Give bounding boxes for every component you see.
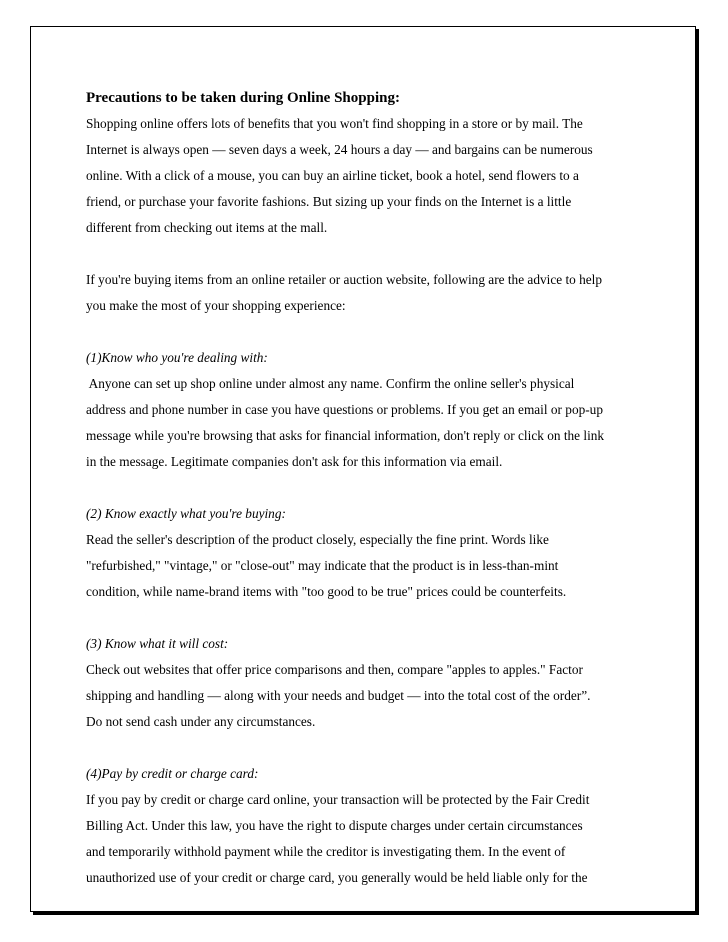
text-line: address and phone number in case you have questions or problems. If you get an email or pop-up [86, 402, 603, 417]
text-line: Check out websites that offer price comparisons and then, compare "apples to apples." Factor [86, 662, 583, 677]
text-line: friend, or purchase your favorite fashions. But sizing up your finds on the Internet is a little [86, 194, 572, 209]
section-1 [86, 345, 662, 475]
text-line: "refurbished," "vintage," or "close-out" may indicate that the product is in less-than-mint [86, 558, 559, 573]
text-line: Read the seller's description of the product closely, especially the fine print. Words like [86, 532, 549, 547]
document-body [86, 87, 662, 891]
section-3 [86, 631, 662, 735]
text-line: Internet is always open — seven days a week, 24 hours a day — and bargains can be numerous [86, 142, 593, 157]
intro-paragraph [86, 111, 662, 241]
section-4 [86, 761, 662, 891]
text-line: shipping and handling — along with your needs and budget — into the total cost of the order”. [86, 688, 591, 703]
section-2 [86, 501, 662, 605]
text-line: If you pay by credit or charge card online, your transaction will be protected by the Fair Credit [86, 792, 590, 807]
text-line: Anyone can set up shop online under almost any name. Confirm the online seller's physical [86, 376, 575, 391]
text-line: and temporarily withhold payment while the creditor is investigating them. In the event of [86, 844, 566, 859]
text-line: in the message. Legitimate companies don't ask for this information via email. [86, 454, 503, 469]
section-heading: (4)Pay by credit or charge card: [86, 766, 259, 781]
text-line: condition, while name-brand items with "too good to be true" prices could be counterfeits. [86, 584, 567, 599]
text-line: Billing Act. Under this law, you have the right to dispute charges under certain circumstances [86, 818, 583, 833]
text-line: online. With a click of a mouse, you can buy an airline ticket, book a hotel, send flowers to a [86, 168, 579, 183]
text-line: message while you're browsing that asks for financial information, don't reply or click on the link [86, 428, 605, 443]
section-heading: (3) Know what it will cost: [86, 636, 229, 651]
advice-paragraph [86, 267, 662, 319]
section-heading: (1)Know who you're dealing with: [86, 350, 268, 365]
text-line: If you're buying items from an online retailer or auction website, following are the advice to help [86, 272, 603, 287]
text-line: Do not send cash under any circumstances. [86, 714, 316, 729]
text-line: you make the most of your shopping experience: [86, 298, 346, 313]
text-line: Shopping online offers lots of benefits that you won't find shopping in a store or by mail. The [86, 116, 583, 131]
section-heading: (2) Know exactly what you're buying: [86, 506, 286, 521]
text-line: unauthorized use of your credit or charge card, you generally would be held liable only for the [86, 870, 588, 885]
document-title: Precautions to be taken during Online Shopping: [86, 90, 400, 106]
text-line: different from checking out items at the mall. [86, 220, 328, 235]
